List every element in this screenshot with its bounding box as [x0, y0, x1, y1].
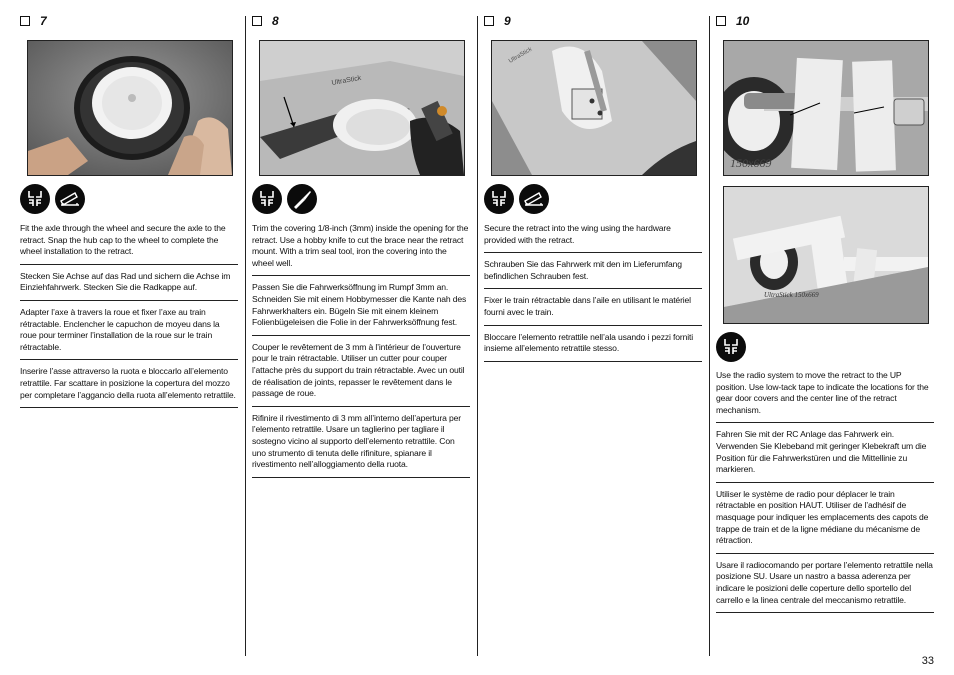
step-7-photo [27, 40, 233, 176]
step-number: 10 [736, 14, 750, 28]
paragraph-en: Use the radio system to move the retract to the UP position. Use low-tack tape to indicate the locations for the gear door covers and the center line of the retract mechanism. [716, 370, 934, 423]
paragraph-de: Schrauben Sie das Fahrwerk mit den im Lieferumfang befindlichen Schrauben fest. [484, 259, 702, 289]
step-9 [484, 12, 706, 30]
paragraph-en: Trim the covering 1/8-inch (3mm) inside the opening for the retract. Use a hobby knife to cut the brace near the retract mount. With a trim seal tool, iron the covering into the wheel well. [252, 223, 470, 276]
svg-text:UltraStick 150x669: UltraStick 150x669 [764, 291, 819, 299]
column-divider [245, 16, 246, 656]
paragraph-it: Bloccare l’elemento retrattile nell’ala usando i pezzi forniti insieme all’elemento retrattile stesso. [484, 332, 702, 362]
retract-mechanism-icon [716, 332, 746, 362]
step-9-photo [491, 40, 697, 176]
paragraph-en: Fit the axle through the wheel and secure the axle to the retract. Snap the hub cap to the wheel to complete the wheel installation to the retract. [20, 223, 238, 265]
retract-mechanism-icon [252, 184, 282, 214]
paragraph-it: Rifinire il rivestimento di 3 mm all’interno dell’apertura per l’elemento retrattile. Usare un taglierino per tagliare il sostegno vicino al supporto dell’elemento retrattile. Con uno strumento di tenuta delle rifiniture, spianare il rivestimento nell’alloggiamento della ruota. [252, 413, 470, 478]
step-7-icons [20, 184, 85, 214]
column-divider [477, 16, 478, 656]
step-10-icons [716, 332, 746, 362]
measure-gear-icon [55, 184, 85, 214]
paragraph-fr: Couper le revêtement de 3 mm à l’intérieur de l’ouverture pour le train rétractable. Utiliser un cutter pour couper l’attache près du support du train rétractable. Avec un outil de réalisation de joints, repasser le revêtement dans le passage de roue. [252, 342, 470, 407]
page-number: 33 [921, 655, 934, 667]
measure-gear-icon [519, 184, 549, 214]
step-8-text [252, 223, 470, 484]
step-number: 9 [504, 14, 511, 28]
svg-text:UltraStick: UltraStick [508, 46, 534, 65]
step-10-photo-top [723, 40, 929, 176]
paragraph-de: Stecken Sie Achse auf das Rad und sichern die Achse im Einziehfahrwerk. Stecken Sie die Radkappe auf. [20, 271, 238, 301]
step-checkbox[interactable] [252, 16, 262, 26]
step-7 [20, 12, 242, 30]
paragraph-it: Usare il radiocomando per portare l’elemento retrattile nella posizione SU. Usare un nastro a bassa aderenza per indicare le posizioni delle coperture dello sportello del carrello e la linea centrale del meccanismo retrattile. [716, 560, 934, 613]
step-10-photo-bottom [723, 186, 929, 324]
step-checkbox[interactable] [484, 16, 494, 26]
step-header [20, 12, 242, 30]
step-number: 7 [40, 14, 47, 28]
paragraph-fr: Adapter l’axe à travers la roue et fixer l’axe au train rétractable. Enclencher le capuchon de moyeu dans la roue pour terminer l’installation de la roue sur le train rétractable. [20, 307, 238, 360]
step-number: 8 [272, 14, 279, 28]
hobby-knife-icon [287, 184, 317, 214]
paragraph-fr: Fixer le train rétractable dans l’aile en utilisant le matériel fourni avec le train. [484, 295, 702, 325]
step-8-icons [252, 184, 317, 214]
step-10-text [716, 370, 934, 619]
step-7-text [20, 223, 238, 414]
photo-label: 150x669 [730, 156, 772, 170]
step-header [716, 12, 938, 30]
paragraph-it: Inserire l’asse attraverso la ruota e bloccarlo all’elemento retrattile. Far scattare in posizione la copertura del mozzo per completare l’aggancio della ruota all’elemento retrattile. [20, 366, 238, 408]
svg-text:UltraStick: UltraStick [331, 74, 362, 87]
step-8-photo [259, 40, 465, 176]
retract-mechanism-icon [20, 184, 50, 214]
paragraph-fr: Utiliser le système de radio pour déplacer le train rétractable en position HAUT. Utiliser de l’adhésif de masquage pour indiquer les emplacements des capots de trappe de train et de la ligne médiane du mécanisme de rétraction. [716, 489, 934, 554]
step-8 [252, 12, 474, 30]
retract-mechanism-icon [484, 184, 514, 214]
paragraph-de: Passen Sie die Fahrwerksöffnung im Rumpf 3mm an. Schneiden Sie mit einem Hobbymesser die Kante nah des Fahrwerkhalters ein. Bügeln Sie mit einem kleinem Folienbügeleisen die Folie in der Fahrwerksöffnung fest. [252, 282, 470, 335]
step-10 [716, 12, 938, 30]
column-divider [709, 16, 710, 656]
step-9-icons [484, 184, 549, 214]
step-checkbox[interactable] [20, 16, 30, 26]
step-header [484, 12, 706, 30]
paragraph-de: Fahren Sie mit der RC Anlage das Fahrwerk ein. Verwenden Sie Klebeband mit geringer Klebekraft um die Position für die Fahrwerkstüren und die Mittellinie zu markieren. [716, 429, 934, 482]
step-header [252, 12, 474, 30]
step-checkbox[interactable] [716, 16, 726, 26]
paragraph-en: Secure the retract into the wing using the hardware provided with the retract. [484, 223, 702, 253]
step-9-text [484, 223, 702, 368]
